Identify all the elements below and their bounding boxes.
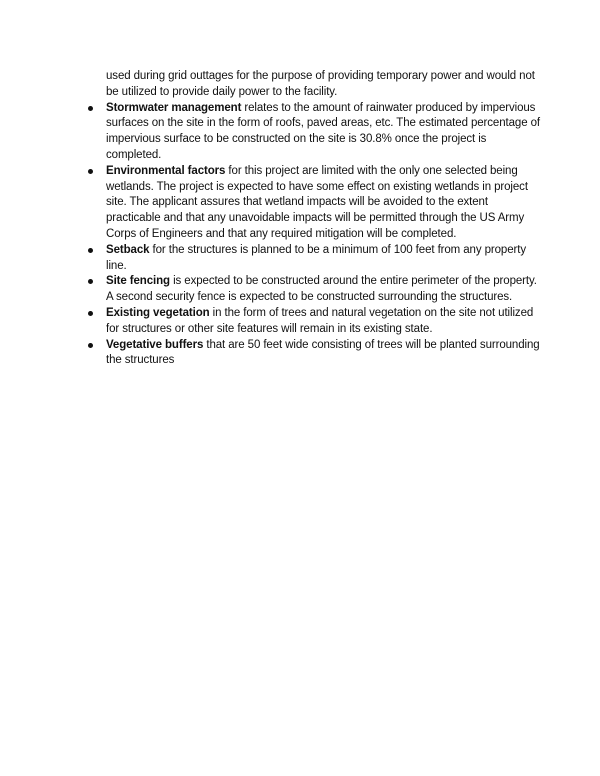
bullet-item-vegetation bbox=[88, 306, 540, 338]
item-label: Site fencing bbox=[106, 275, 170, 288]
item-text: relates to the amount of rainwater produced by impervious surfaces on the site in the form of roofs, paved areas, etc. The estimated percentage of impervious surface to be constructed on the site is 30.8% once the project is completed. bbox=[106, 101, 540, 161]
bullet-item-fencing bbox=[88, 274, 540, 306]
item-label: Stormwater management bbox=[106, 101, 242, 114]
bullet-list bbox=[88, 101, 540, 370]
bullet-icon bbox=[88, 279, 93, 284]
bullet-icon bbox=[88, 169, 93, 174]
bullet-icon bbox=[88, 343, 93, 348]
bullet-icon bbox=[88, 106, 93, 111]
bullet-item-setback bbox=[88, 243, 540, 275]
bullet-item-stormwater bbox=[88, 101, 540, 164]
item-text: is expected to be constructed around the entire perimeter of the property. A second security fence is expected to be constructed surrounding the structures. bbox=[106, 275, 537, 304]
item-label: Environmental factors bbox=[106, 164, 226, 177]
bullet-icon bbox=[88, 311, 93, 316]
item-text: in the form of trees and natural vegetation on the site not utilized for structures or other site features will remain in its existing state. bbox=[106, 306, 534, 335]
continuation-paragraph: used during grid outtages for the purpose of providing temporary power and would not be utilized to provide daily power to the facility. bbox=[106, 70, 535, 98]
page-content bbox=[88, 69, 540, 369]
item-text: that are 50 feet wide consisting of trees will be planted surrounding the structures bbox=[106, 338, 540, 367]
bullet-icon bbox=[88, 248, 93, 253]
item-label: Vegetative buffers bbox=[106, 338, 204, 351]
bullet-item-buffers bbox=[88, 338, 540, 370]
item-label: Existing vegetation bbox=[106, 306, 210, 319]
item-text: for this project are limited with the only one selected being wetlands. The project is expected to have some effect on existing wetlands in project site. The applicant assures that wetland impacts will be avoided to the extent practicable and that any unavoidable impacts will be permitted through the US Army Corps of Engineers and that any required mitigation will be completed. bbox=[106, 164, 528, 240]
item-label: Setback bbox=[106, 243, 150, 256]
bullet-item-environmental bbox=[88, 164, 540, 243]
item-text: for the structures is planned to be a minimum of 100 feet from any property line. bbox=[106, 243, 526, 272]
